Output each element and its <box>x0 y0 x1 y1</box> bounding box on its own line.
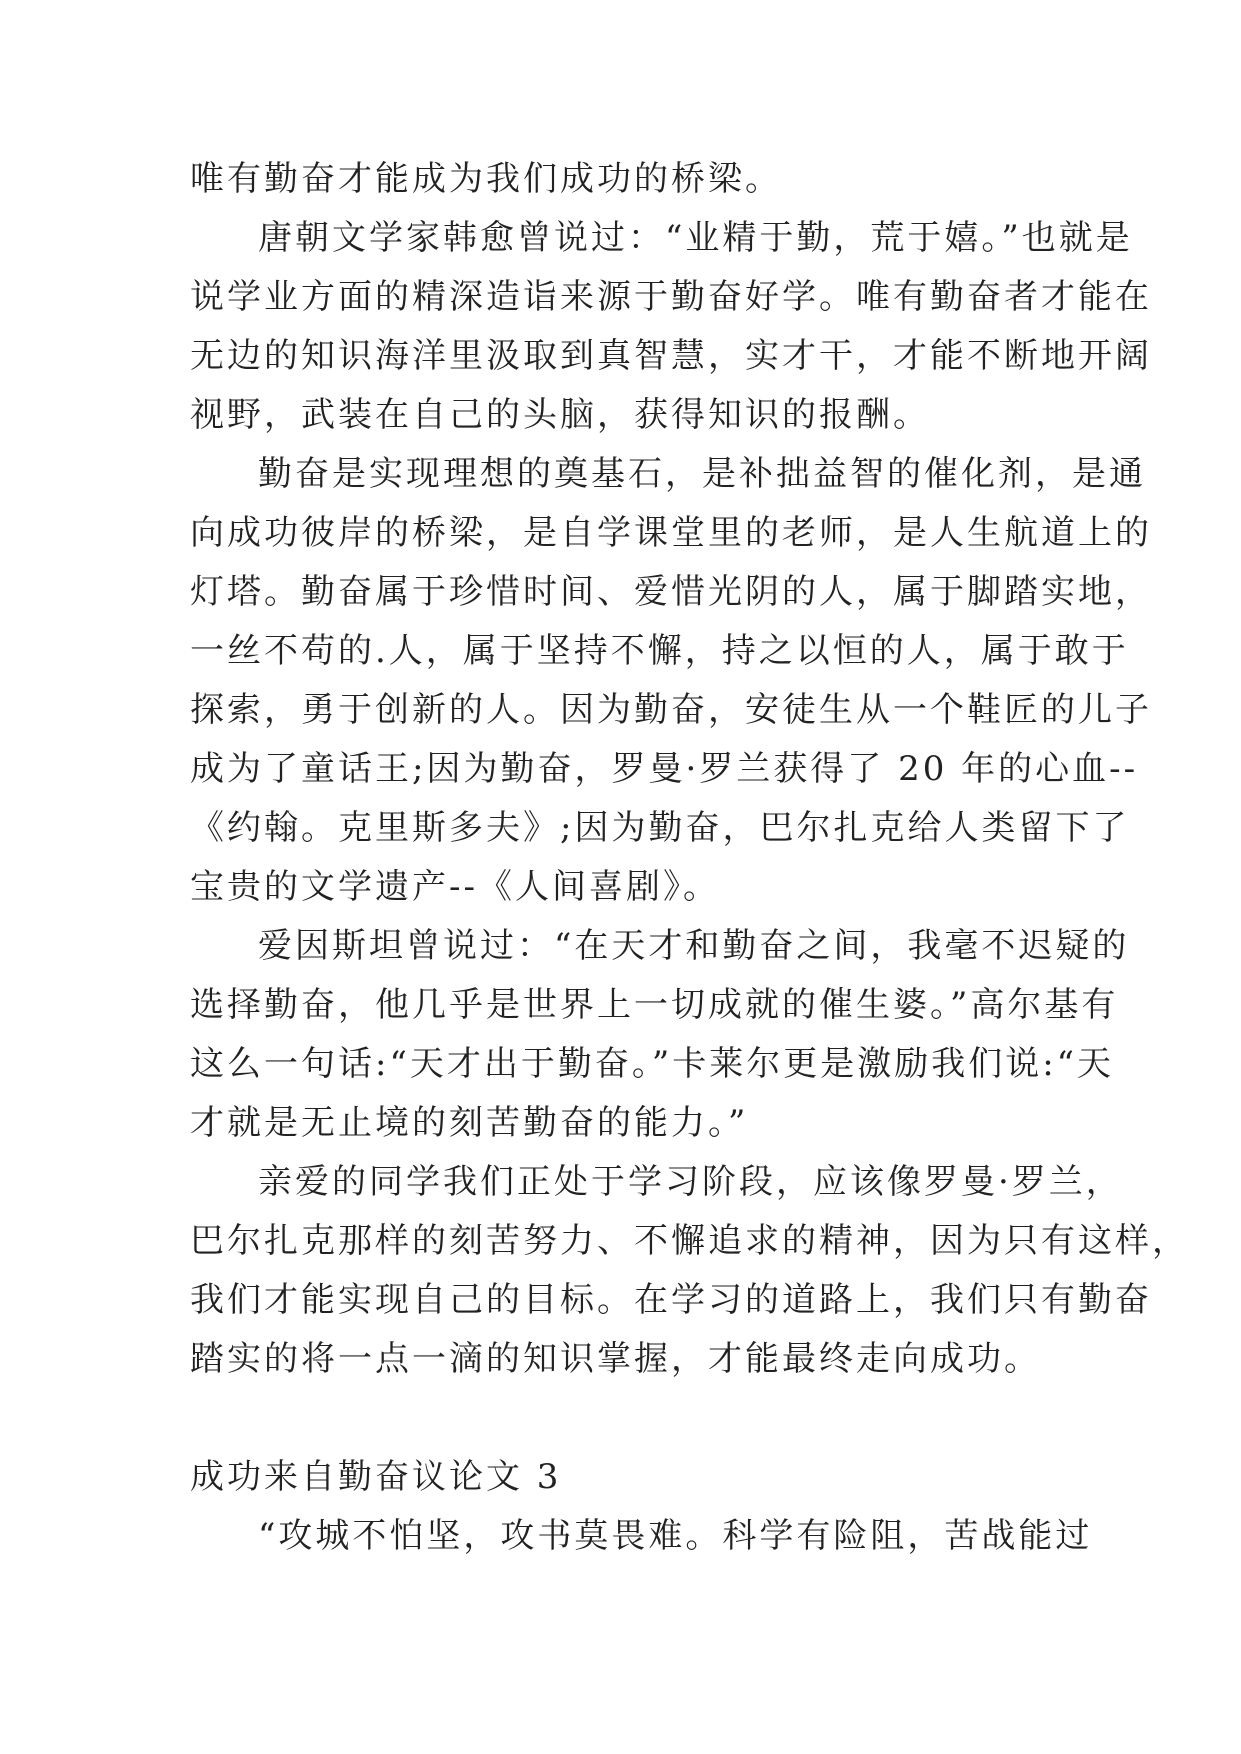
text-line: 向成功彼岸的桥梁，是自学课堂里的老师，是人生航道上的 <box>190 513 1152 553</box>
text-line: 才就是无止境的刻苦勤奋的能力。” <box>190 1103 749 1143</box>
paragraph <box>190 445 1152 917</box>
paragraph <box>190 1153 1189 1389</box>
text-line: 爱因斯坦曾说过：“在天才和勤奋之间，我毫不迟疑的 <box>258 926 1130 966</box>
text-line: 选择勤奋，他几乎是世界上一切成就的催生婆。”高尔基有 <box>190 985 1119 1025</box>
text-line: 视野，武装在自己的头脑，获得知识的报酬。 <box>190 395 930 435</box>
text-line: 一丝不苟的.人，属于坚持不懈，持之以恒的人，属于敢于 <box>190 631 1129 671</box>
text-line: 唯有勤奋才能成为我们成功的桥梁。 <box>190 159 782 199</box>
document-body <box>190 150 1189 1566</box>
paragraph <box>190 917 1130 1153</box>
text-line: 灯塔。勤奋属于珍惜时间、爱惜光阴的人，属于脚踏实地， <box>190 572 1152 612</box>
text-line: 成为了童话王;因为勤奋，罗曼·罗兰获得了 20 年的心血-- <box>190 749 1139 789</box>
text-line: 我们才能实现自己的目标。在学习的道路上，我们只有勤奋 <box>190 1280 1152 1320</box>
paragraph <box>190 150 1060 209</box>
text-line: 《约翰。克里斯多夫》;因为勤奋，巴尔扎克给人类留下了 <box>190 808 1130 848</box>
text-line: 说学业方面的精深造诣来源于勤奋好学。唯有勤奋者才能在 <box>190 277 1152 317</box>
text-line: 探索，勇于创新的人。因为勤奋，安徒生从一个鞋匠的儿子 <box>190 690 1152 730</box>
paragraph <box>190 209 1152 445</box>
text-line: 亲爱的同学我们正处于学习阶段，应该像罗曼·罗兰， <box>258 1162 1123 1202</box>
text-line: 踏实的将一点一滴的知识掌握，才能最终走向成功。 <box>190 1339 1041 1379</box>
paragraph-spacer <box>190 1389 1060 1448</box>
paragraph <box>190 1507 1093 1566</box>
text-line: 巴尔扎克那样的刻苦努力、不懈追求的精神，因为只有这样， <box>190 1221 1189 1261</box>
text-line: 宝贵的文学遗产--《人间喜剧》。 <box>190 867 720 907</box>
text-line: “攻城不怕坚，攻书莫畏难。科学有险阻，苦战能过 <box>258 1516 1093 1556</box>
text-line: 无边的知识海洋里汲取到真智慧，实才干，才能不断地开阔 <box>190 336 1152 376</box>
text-line: 唐朝文学家韩愈曾说过：“业精于勤，荒于嬉。”也就是 <box>258 218 1133 258</box>
text-line: 勤奋是实现理想的奠基石，是补拙益智的催化剂，是通 <box>258 454 1146 494</box>
section-title: 成功来自勤奋议论文 3 <box>190 1457 562 1497</box>
text-line: 这么一句话:“天才出于勤奋。”卡莱尔更是激励我们说:“天 <box>190 1044 1115 1084</box>
